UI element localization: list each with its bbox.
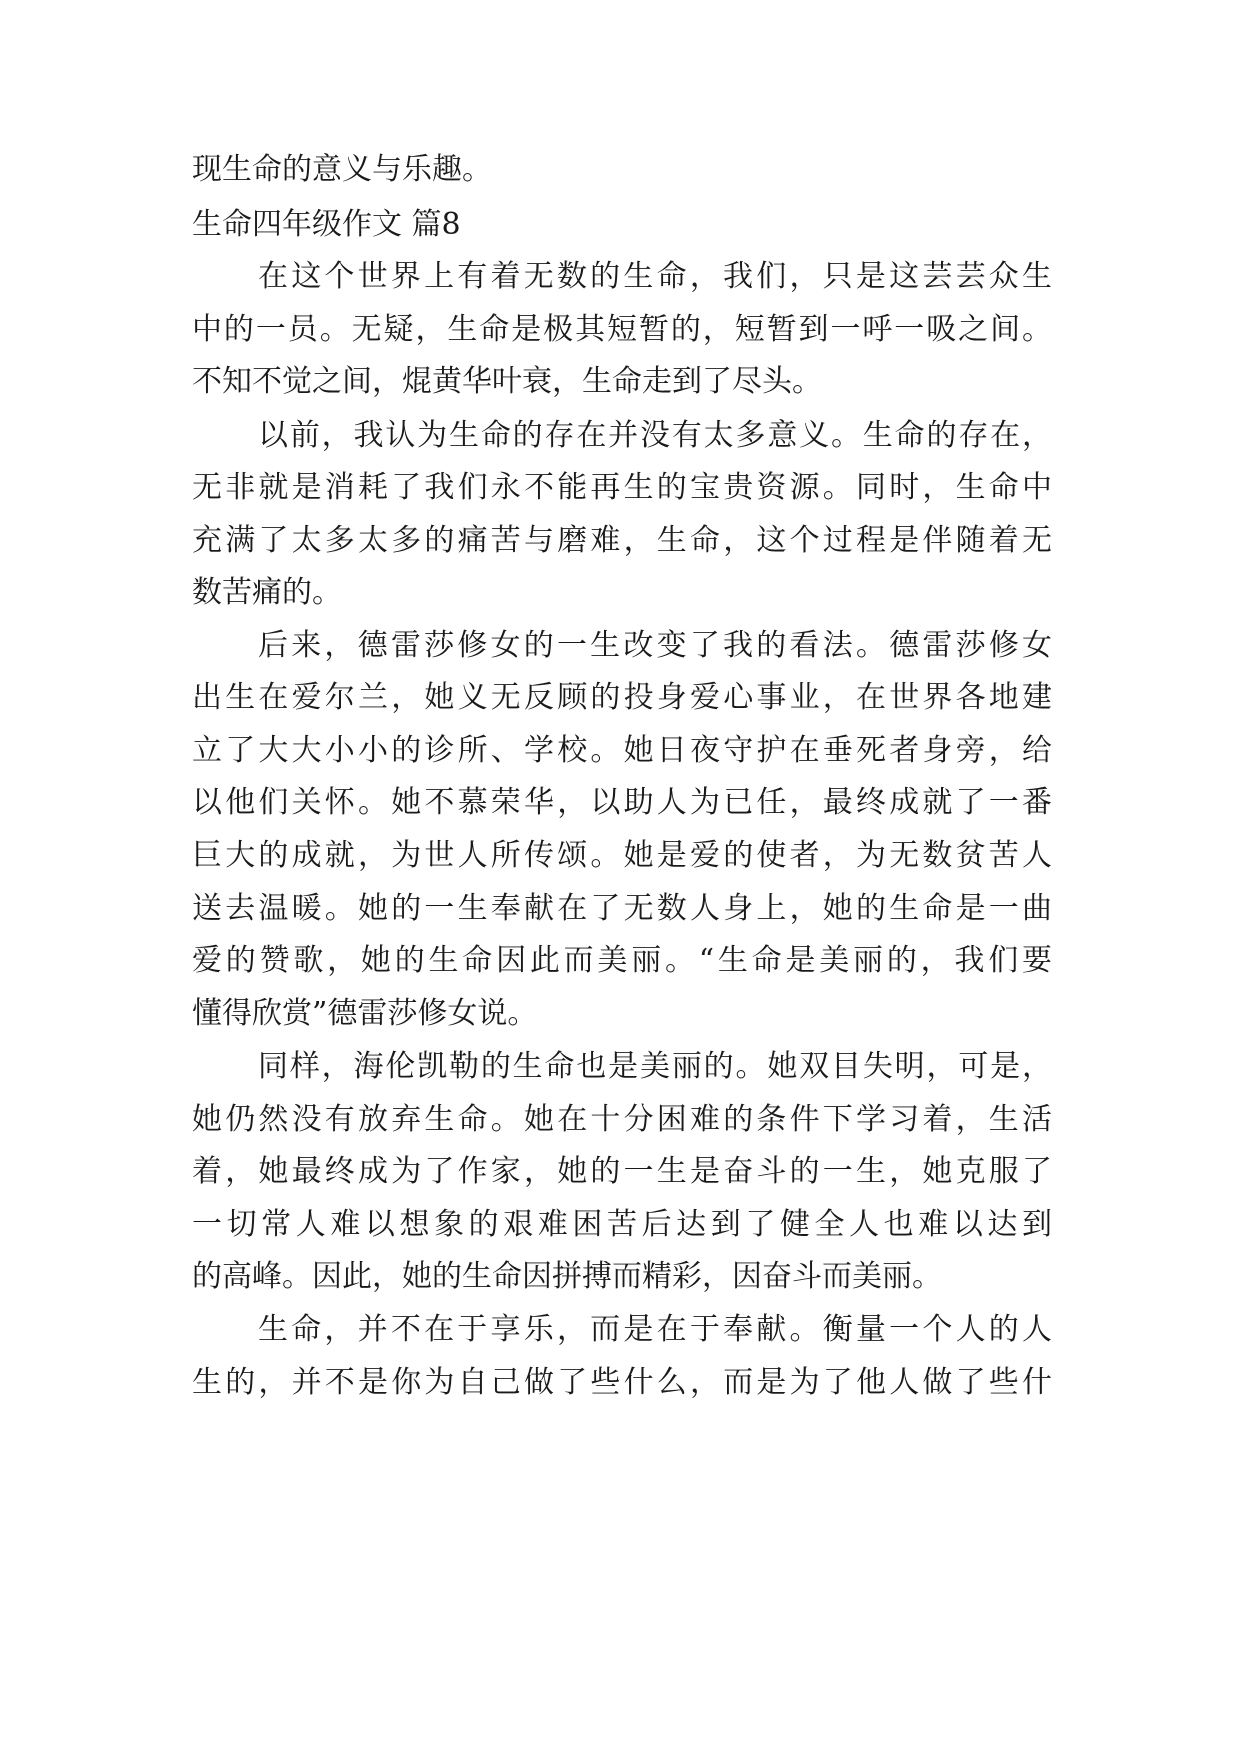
text-line: 生的，并不是你为自己做了些什么，而是为了他人做了些什 bbox=[192, 1365, 1052, 1400]
text-line: 中的一员。无疑，生命是极其短暂的，短暂到一呼一吸之间。 bbox=[192, 312, 1052, 347]
text-line: 送去温暖。她的一生奉献在了无数人身上，她的生命是一曲 bbox=[192, 891, 1052, 926]
text-line: 她仍然没有放弃生命。她在十分困难的条件下学习着，生活 bbox=[192, 1102, 1052, 1137]
text-line: 一切常人难以想象的艰难困苦后达到了健全人也难以达到 bbox=[192, 1207, 1052, 1242]
text-line: 巨大的成就，为世人所传颂。她是爱的使者，为无数贫苦人 bbox=[192, 838, 1052, 873]
text-line: 以他们关怀。她不慕荣华，以助人为已任，最终成就了一番 bbox=[192, 785, 1052, 820]
text-line: 数苦痛的。 bbox=[192, 575, 342, 610]
text-line: 充满了太多太多的痛苦与磨难，生命，这个过程是伴随着无 bbox=[192, 523, 1052, 558]
text-line: 懂得欣赏”德雷莎修女说。 bbox=[192, 996, 538, 1031]
text-line: 生命，并不在于享乐，而是在于奉献。衡量一个人的人 bbox=[258, 1312, 1052, 1347]
text-line: 无非就是消耗了我们永不能再生的宝贵资源。同时，生命中 bbox=[192, 470, 1052, 505]
text-line: 同样，海伦凯勒的生命也是美丽的。她双目失明，可是， bbox=[258, 1049, 1052, 1084]
text-line: 不知不觉之间，焜黄华叶衰，生命走到了尽头。 bbox=[192, 364, 822, 399]
text-line: 以前，我认为生命的存在并没有太多意义。生命的存在， bbox=[258, 418, 1052, 453]
essay-title: 生命四年级作文 篇8 bbox=[192, 207, 461, 242]
text-line: 着，她最终成为了作家，她的一生是奋斗的一生，她克服了 bbox=[192, 1154, 1052, 1189]
text-line: 爱的赞歌，她的生命因此而美丽。“生命是美丽的，我们要 bbox=[192, 943, 1052, 978]
text-line: 现生命的意义与乐趣。 bbox=[192, 152, 492, 187]
text-line: 在这个世界上有着无数的生命，我们，只是这芸芸众生 bbox=[258, 259, 1052, 294]
text-line: 的高峰。因此，她的生命因拼搏而精彩，因奋斗而美丽。 bbox=[192, 1259, 942, 1294]
text-line: 后来，德雷莎修女的一生改变了我的看法。德雷莎修女 bbox=[258, 628, 1052, 663]
text-line: 出生在爱尔兰，她义无反顾的投身爱心事业，在世界各地建 bbox=[192, 680, 1052, 715]
text-line: 立了大大小小的诊所、学校。她日夜守护在垂死者身旁，给 bbox=[192, 733, 1052, 768]
